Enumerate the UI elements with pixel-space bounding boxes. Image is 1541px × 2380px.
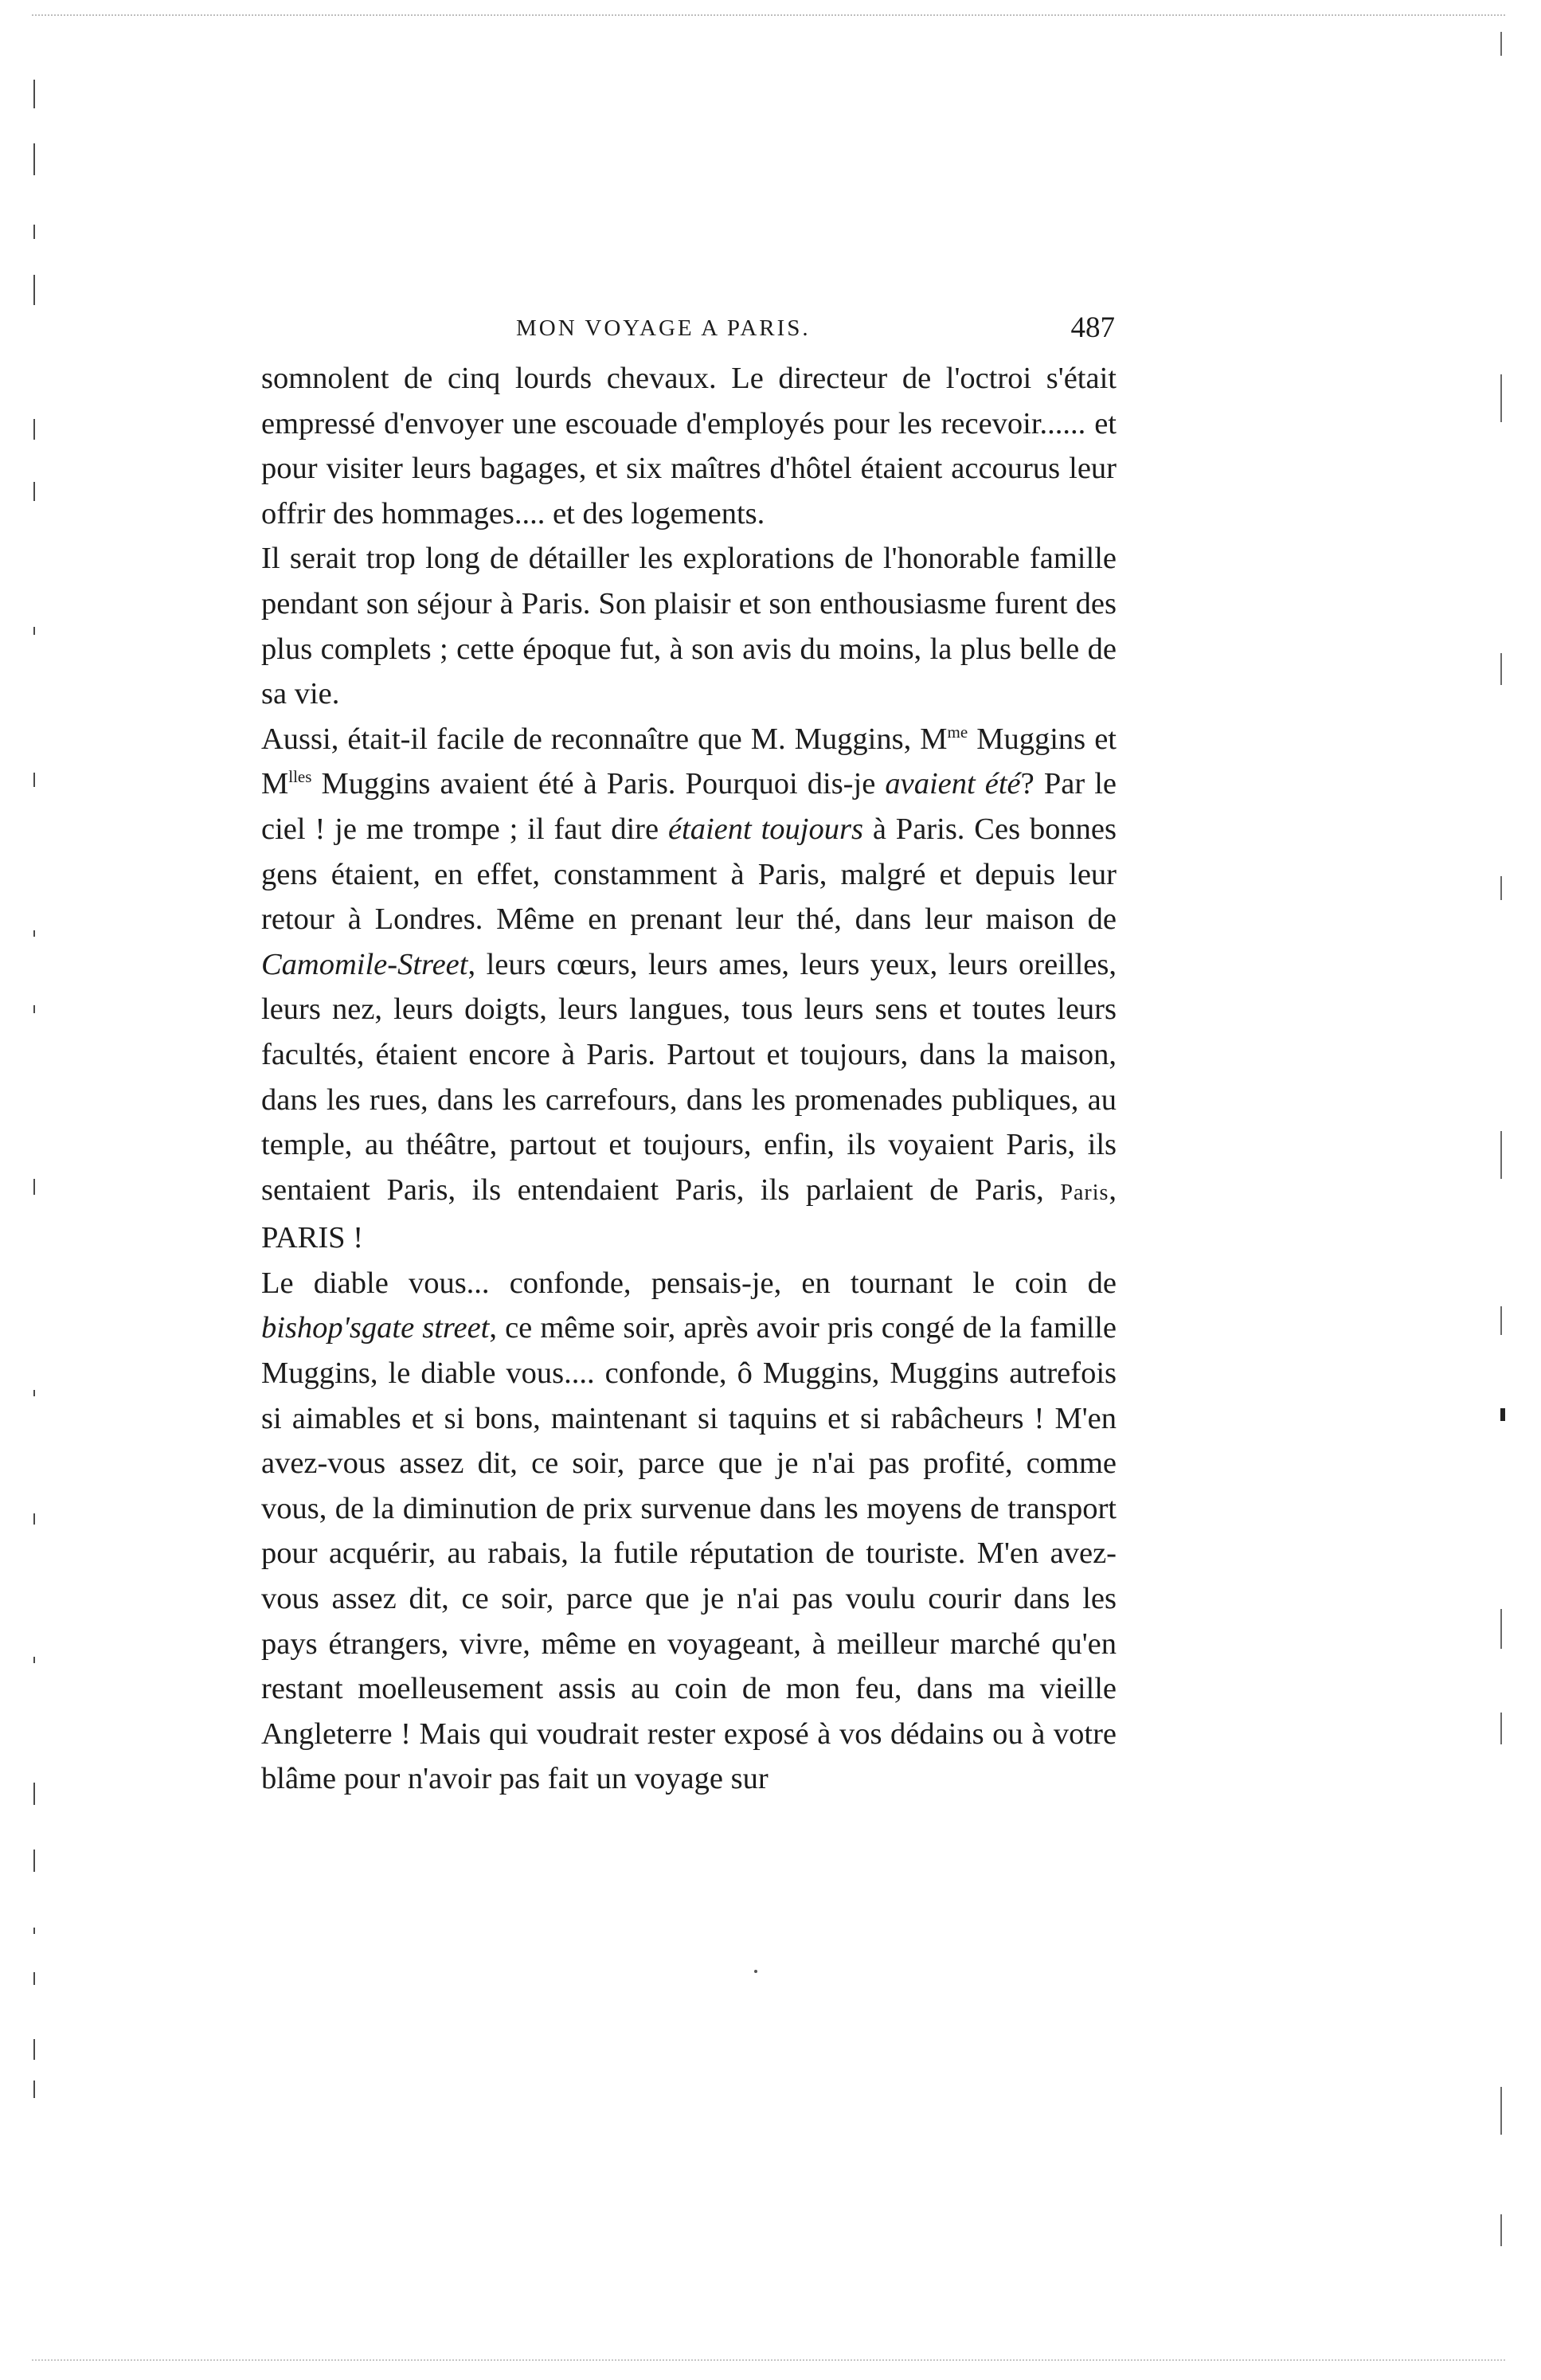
paragraph-3 (261, 717, 1117, 1261)
scan-mark (33, 2081, 35, 2098)
scan-mark (1500, 1306, 1502, 1335)
scan-mark (33, 930, 35, 937)
scan-mark (33, 773, 35, 787)
scan-mark (1500, 1408, 1505, 1421)
scan-mark (33, 1928, 35, 1934)
running-title: MON VOYAGE A PARIS. (516, 315, 811, 341)
paragraph-4 (261, 1261, 1117, 1802)
paragraph-3-text: , PARIS ! (261, 1172, 1117, 1255)
scan-mark (33, 1783, 35, 1805)
page-number: 487 (1070, 311, 1115, 344)
paragraph-3-text: à Paris. Ces bonnes gens étaient, en effet, constamment à Paris, malgré et depuis leur retour à Londres. Même en prenant leur thé, dans leur maison de (261, 812, 1117, 937)
paragraph-1: somnolent de cinq lourds chevaux. Le directeur de l'octroi s'était empressé d'envoyer une escouade d'employés pour les recevoir...... et pour visiter leurs bagages, et six maîtres d'hôtel étaient accourus leur offrir des hommages.... et des logements. (261, 362, 1117, 530)
scan-mark (33, 80, 35, 108)
scan-mark (33, 627, 35, 635)
scan-mark (33, 482, 35, 501)
page-bottom-edge (32, 2359, 1505, 2361)
scan-mark (33, 1850, 35, 1872)
scan-mark (33, 275, 35, 305)
italic-phrase: étaient toujours (667, 812, 863, 846)
paragraph-2: Il serait trop long de détailler les explorations de l'honorable famille pendant son séjour à Paris. Son plaisir et son enthousiasme furent des plus complets ; cette époque fut, à son avis du moins, la plus belle de sa vie. (261, 542, 1117, 711)
scan-mark (1500, 374, 1502, 422)
abbreviation-superscript: lles (288, 767, 312, 787)
scan-mark (1500, 1131, 1502, 1179)
scan-mark (33, 1972, 35, 1985)
italic-place-name: Camomile-Street (261, 947, 468, 981)
scan-mark (33, 2039, 35, 2060)
paragraph-3-text: Muggins avaient été à Paris. Pourquoi dis-je (311, 767, 886, 801)
scan-mark (33, 419, 35, 440)
scan-mark (1500, 2087, 1502, 2135)
scan-mark (1500, 32, 1502, 56)
paragraph-4-text: Le diable vous... confonde, pensais-je, en tournant le coin de (261, 1266, 1117, 1300)
scan-mark (1500, 2214, 1502, 2246)
scan-mark (1500, 876, 1502, 900)
running-head (263, 311, 1115, 347)
abbreviation-superscript: me (947, 722, 968, 742)
scan-mark (33, 225, 35, 239)
paragraph-4-text: , ce même soir, après avoir pris congé de la famille Muggins, le diable vous.... confonde, ô Muggins, Muggins autrefois si aimables et si bons, maintenant si taquins et si rabâcheurs ! M'en avez-vous assez dit, ce soir, parce que je n'ai pas profité, comme vous, de la diminution de prix survenue dans les moyens de transport pour acquérir, au rabais, la futile réputation de touriste. M'en avez-vous assez dit, ce soir, parce que je n'ai pas voulu courir dans les pays étrangers, vivre, même en voyageant, à meilleur marché qu'en restant moelleusement assis au coin de mon feu, dans ma vieille Angleterre ! Mais qui voudrait rester exposé à vos dédains ou à votre blâme pour n'avoir pas fait un voyage sur (261, 1311, 1117, 1796)
small-caps-word: Paris (1060, 1180, 1109, 1205)
scan-mark (33, 1390, 35, 1396)
scan-mark (1500, 1609, 1502, 1649)
scan-mark (33, 1657, 35, 1663)
scan-speck (754, 1970, 757, 1973)
scan-mark (33, 1513, 35, 1525)
paragraph-3-text: ? Par le ciel ! je me trompe ; il faut dire (261, 767, 1117, 846)
paragraph-3-text: Muggins et M (261, 722, 1117, 801)
scan-mark (1500, 653, 1502, 685)
scan-mark (1500, 1713, 1502, 1744)
italic-phrase: avaient été (885, 767, 1021, 801)
scan-mark (33, 1005, 35, 1013)
body-text (261, 356, 1117, 1802)
italic-place-name: bishop'sgate street (261, 1311, 490, 1345)
paragraph-3-text: Aussi, était-il facile de reconnaître que M. Muggins, M (261, 722, 948, 756)
page-top-edge (32, 14, 1505, 16)
scan-mark (33, 1179, 35, 1195)
scan-mark (33, 143, 35, 175)
paragraph-3-text: , leurs cœurs, leurs ames, leurs yeux, leurs oreilles, leurs nez, leurs doigts, leurs langues, tous leurs sens et toutes leurs facultés, étaient encore à Paris. Partout et toujours, dans la maison, dans les rues, dans les carrefours, dans les promenades publiques, au temple, au théâtre, partout et toujours, enfin, ils voyaient Paris, ils sentaient Paris, ils entendaient Paris, ils parlaient de Paris, (261, 947, 1117, 1207)
